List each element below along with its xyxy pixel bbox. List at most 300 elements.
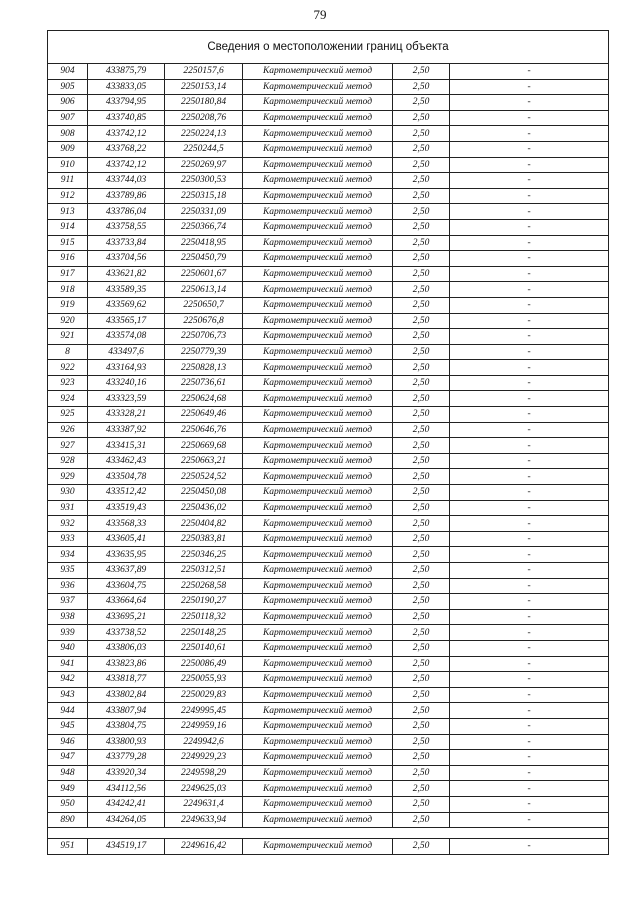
point-number: 945 (48, 718, 88, 734)
point-number: 943 (48, 687, 88, 703)
coordinate-y: 2250676,8 (165, 313, 243, 329)
method: Картометрический метод (243, 266, 393, 282)
coordinate-x: 433565,17 (88, 313, 165, 329)
method: Картометрический метод (243, 173, 393, 189)
coordinate-x: 433604,75 (88, 578, 165, 594)
accuracy: 2,50 (393, 796, 450, 812)
description: - (450, 485, 609, 501)
table-row (48, 375, 609, 391)
method: Картометрический метод (243, 235, 393, 251)
description: - (450, 297, 609, 313)
description: - (450, 500, 609, 516)
description: - (450, 765, 609, 781)
description: - (450, 329, 609, 345)
point-number: 908 (48, 126, 88, 142)
accuracy: 2,50 (393, 219, 450, 235)
point-number: 916 (48, 251, 88, 267)
point-number: 934 (48, 547, 88, 563)
accuracy: 2,50 (393, 703, 450, 719)
point-number: 913 (48, 204, 88, 220)
accuracy: 2,50 (393, 594, 450, 610)
table-row (48, 219, 609, 235)
point-number: 925 (48, 407, 88, 423)
point-number: 924 (48, 391, 88, 407)
method: Картометрический метод (243, 839, 393, 855)
description: - (450, 839, 609, 855)
description: - (450, 251, 609, 267)
method: Картометрический метод (243, 126, 393, 142)
point-number: 912 (48, 188, 88, 204)
coordinate-y: 2250208,76 (165, 110, 243, 126)
accuracy: 2,50 (393, 718, 450, 734)
coordinate-x: 434242,41 (88, 796, 165, 812)
coordinate-y: 2250366,74 (165, 219, 243, 235)
table-row (48, 422, 609, 438)
accuracy: 2,50 (393, 839, 450, 855)
table-row (48, 251, 609, 267)
method: Картометрический метод (243, 547, 393, 563)
accuracy: 2,50 (393, 157, 450, 173)
method: Картометрический метод (243, 531, 393, 547)
description: - (450, 204, 609, 220)
coordinate-x: 433758,55 (88, 219, 165, 235)
coordinate-x: 433164,93 (88, 360, 165, 376)
coordinate-y: 2250404,82 (165, 516, 243, 532)
method: Картометрический метод (243, 157, 393, 173)
table-row (48, 235, 609, 251)
table-row (48, 438, 609, 454)
table-row (48, 765, 609, 781)
coordinate-x: 433789,86 (88, 188, 165, 204)
table-row (48, 750, 609, 766)
accuracy: 2,50 (393, 687, 450, 703)
point-number: 932 (48, 516, 88, 532)
coordinate-x: 433462,43 (88, 453, 165, 469)
accuracy: 2,50 (393, 672, 450, 688)
coordinate-y: 2250450,79 (165, 251, 243, 267)
method: Картометрический метод (243, 500, 393, 516)
point-number: 8 (48, 344, 88, 360)
method: Картометрический метод (243, 578, 393, 594)
table-row (48, 485, 609, 501)
method: Картометрический метод (243, 391, 393, 407)
coordinate-x: 433742,12 (88, 157, 165, 173)
table-row (48, 625, 609, 641)
coordinate-y: 2250524,52 (165, 469, 243, 485)
page-number: 79 (313, 7, 327, 22)
table-row (48, 547, 609, 563)
coordinate-x: 433704,56 (88, 251, 165, 267)
point-number: 942 (48, 672, 88, 688)
table-row (48, 173, 609, 189)
description: - (450, 282, 609, 298)
method: Картометрический метод (243, 95, 393, 111)
description: - (450, 438, 609, 454)
method: Картометрический метод (243, 765, 393, 781)
coordinate-y: 2250300,53 (165, 173, 243, 189)
method: Картометрический метод (243, 204, 393, 220)
description: - (450, 375, 609, 391)
point-number: 920 (48, 313, 88, 329)
accuracy: 2,50 (393, 375, 450, 391)
accuracy: 2,50 (393, 640, 450, 656)
coordinate-y: 2250346,25 (165, 547, 243, 563)
coordinate-y: 2250436,02 (165, 500, 243, 516)
accuracy: 2,50 (393, 531, 450, 547)
coordinate-y: 2250086,49 (165, 656, 243, 672)
coordinate-y: 2250383,81 (165, 531, 243, 547)
coordinate-y: 2250646,76 (165, 422, 243, 438)
coordinate-y: 2250706,73 (165, 329, 243, 345)
coordinate-y: 2250828,13 (165, 360, 243, 376)
table-row (48, 703, 609, 719)
table-row (48, 781, 609, 797)
method: Картометрический метод (243, 438, 393, 454)
coordinate-y: 2250736,61 (165, 375, 243, 391)
table-row (48, 204, 609, 220)
point-number: 906 (48, 95, 88, 111)
coordinate-y: 2250650,7 (165, 297, 243, 313)
point-number: 931 (48, 500, 88, 516)
coordinate-x: 433328,21 (88, 407, 165, 423)
coordinate-x: 433779,28 (88, 750, 165, 766)
table-row (48, 344, 609, 360)
coordinate-x: 433920,34 (88, 765, 165, 781)
point-number: 904 (48, 64, 88, 80)
table-row (48, 407, 609, 423)
coordinate-y: 2250779,39 (165, 344, 243, 360)
accuracy: 2,50 (393, 391, 450, 407)
description: - (450, 703, 609, 719)
coordinate-x: 433742,12 (88, 126, 165, 142)
table-title: Сведения о местоположении границ объекта (48, 31, 609, 64)
description: - (450, 672, 609, 688)
coordinate-x: 433569,62 (88, 297, 165, 313)
method: Картометрический метод (243, 812, 393, 828)
method: Картометрический метод (243, 687, 393, 703)
description: - (450, 531, 609, 547)
method: Картометрический метод (243, 672, 393, 688)
coordinate-x: 433875,79 (88, 64, 165, 80)
coordinate-x: 433733,84 (88, 235, 165, 251)
table-row (48, 656, 609, 672)
description: - (450, 64, 609, 80)
description: - (450, 95, 609, 111)
accuracy: 2,50 (393, 609, 450, 625)
coordinate-y: 2250118,32 (165, 609, 243, 625)
description: - (450, 469, 609, 485)
method: Картометрический метод (243, 516, 393, 532)
description: - (450, 110, 609, 126)
description: - (450, 266, 609, 282)
coordinate-x: 433738,52 (88, 625, 165, 641)
coordinate-y: 2250140,61 (165, 640, 243, 656)
accuracy: 2,50 (393, 485, 450, 501)
coordinate-y: 2250613,14 (165, 282, 243, 298)
method: Картометрический метод (243, 469, 393, 485)
point-number: 922 (48, 360, 88, 376)
table-row (48, 812, 609, 828)
description: - (450, 656, 609, 672)
method: Картометрический метод (243, 594, 393, 610)
point-number: 947 (48, 750, 88, 766)
method: Картометрический метод (243, 297, 393, 313)
table-row (48, 672, 609, 688)
accuracy: 2,50 (393, 516, 450, 532)
coordinate-y: 2250450,08 (165, 485, 243, 501)
coordinate-x: 433415,31 (88, 438, 165, 454)
table-row (48, 79, 609, 95)
table-row (48, 313, 609, 329)
accuracy: 2,50 (393, 578, 450, 594)
method: Картометрический метод (243, 282, 393, 298)
coordinate-x: 433794,95 (88, 95, 165, 111)
coordinate-x: 433786,04 (88, 204, 165, 220)
coordinate-x: 433740,85 (88, 110, 165, 126)
coordinate-y: 2250312,51 (165, 563, 243, 579)
table-row (48, 126, 609, 142)
method: Картометрический метод (243, 422, 393, 438)
accuracy: 2,50 (393, 656, 450, 672)
method: Картометрический метод (243, 219, 393, 235)
coordinate-x: 433802,84 (88, 687, 165, 703)
coordinate-y: 2250224,13 (165, 126, 243, 142)
description: - (450, 734, 609, 750)
coordinate-y: 2250331,09 (165, 204, 243, 220)
description: - (450, 796, 609, 812)
description: - (450, 235, 609, 251)
description: - (450, 173, 609, 189)
table-row (48, 531, 609, 547)
accuracy: 2,50 (393, 251, 450, 267)
coordinate-y: 2250055,93 (165, 672, 243, 688)
coordinate-y: 2250624,68 (165, 391, 243, 407)
coordinate-x: 433637,89 (88, 563, 165, 579)
table-row (48, 796, 609, 812)
point-number: 927 (48, 438, 88, 454)
point-number: 919 (48, 297, 88, 313)
table-row (48, 469, 609, 485)
description: - (450, 407, 609, 423)
accuracy: 2,50 (393, 812, 450, 828)
method: Картометрический метод (243, 344, 393, 360)
table-row (48, 360, 609, 376)
point-number: 921 (48, 329, 88, 345)
accuracy: 2,50 (393, 188, 450, 204)
description: - (450, 453, 609, 469)
method: Картометрический метод (243, 64, 393, 80)
coordinate-x: 433807,94 (88, 703, 165, 719)
coordinate-y: 2250153,14 (165, 79, 243, 95)
description: - (450, 594, 609, 610)
point-number: 890 (48, 812, 88, 828)
description: - (450, 313, 609, 329)
accuracy: 2,50 (393, 235, 450, 251)
method: Картометрический метод (243, 110, 393, 126)
coordinate-x: 433806,03 (88, 640, 165, 656)
coordinate-x: 433664,64 (88, 594, 165, 610)
point-number: 905 (48, 79, 88, 95)
table-row (48, 687, 609, 703)
method: Картометрический метод (243, 796, 393, 812)
coordinate-y: 2250244,5 (165, 141, 243, 157)
coordinate-x: 433800,93 (88, 734, 165, 750)
description: - (450, 141, 609, 157)
method: Картометрический метод (243, 407, 393, 423)
accuracy: 2,50 (393, 79, 450, 95)
point-number: 909 (48, 141, 88, 157)
coordinate-y: 2249598,29 (165, 765, 243, 781)
accuracy: 2,50 (393, 765, 450, 781)
method: Картометрический метод (243, 251, 393, 267)
coordinate-y: 2250029,83 (165, 687, 243, 703)
coordinate-y: 2250669,68 (165, 438, 243, 454)
description: - (450, 563, 609, 579)
accuracy: 2,50 (393, 500, 450, 516)
table-row (48, 609, 609, 625)
coordinate-y: 2249631,4 (165, 796, 243, 812)
point-number: 930 (48, 485, 88, 501)
table-row (48, 839, 609, 855)
boundary-table (47, 30, 609, 855)
table-row (48, 500, 609, 516)
coordinate-x: 434264,05 (88, 812, 165, 828)
table-row (48, 329, 609, 345)
accuracy: 2,50 (393, 734, 450, 750)
accuracy: 2,50 (393, 64, 450, 80)
description: - (450, 126, 609, 142)
coordinate-x: 433833,05 (88, 79, 165, 95)
coordinate-x: 433804,75 (88, 718, 165, 734)
point-number: 910 (48, 157, 88, 173)
accuracy: 2,50 (393, 781, 450, 797)
table-row (48, 563, 609, 579)
method: Картометрический метод (243, 703, 393, 719)
point-number: 946 (48, 734, 88, 750)
coordinate-x: 433635,95 (88, 547, 165, 563)
point-number: 950 (48, 796, 88, 812)
gap-cell (48, 828, 609, 839)
description: - (450, 344, 609, 360)
table-row (48, 640, 609, 656)
accuracy: 2,50 (393, 547, 450, 563)
accuracy: 2,50 (393, 360, 450, 376)
coordinate-x: 433323,59 (88, 391, 165, 407)
accuracy: 2,50 (393, 266, 450, 282)
accuracy: 2,50 (393, 126, 450, 142)
table-row (48, 157, 609, 173)
description: - (450, 188, 609, 204)
gap-row (48, 828, 609, 839)
description: - (450, 781, 609, 797)
description: - (450, 609, 609, 625)
method: Картометрический метод (243, 188, 393, 204)
coordinate-y: 2250315,18 (165, 188, 243, 204)
method: Картометрический метод (243, 640, 393, 656)
method: Картометрический метод (243, 329, 393, 345)
coordinate-x: 433621,82 (88, 266, 165, 282)
description: - (450, 516, 609, 532)
coordinate-x: 433568,33 (88, 516, 165, 532)
method: Картометрический метод (243, 375, 393, 391)
table-row (48, 516, 609, 532)
method: Картометрический метод (243, 718, 393, 734)
accuracy: 2,50 (393, 469, 450, 485)
method: Картометрический метод (243, 313, 393, 329)
accuracy: 2,50 (393, 453, 450, 469)
point-number: 940 (48, 640, 88, 656)
coordinate-y: 2250269,97 (165, 157, 243, 173)
coordinate-x: 434519,17 (88, 839, 165, 855)
point-number: 939 (48, 625, 88, 641)
coordinate-x: 433504,78 (88, 469, 165, 485)
table-row (48, 718, 609, 734)
point-number: 928 (48, 453, 88, 469)
coordinate-x: 433744,03 (88, 173, 165, 189)
accuracy: 2,50 (393, 110, 450, 126)
point-number: 949 (48, 781, 88, 797)
point-number: 935 (48, 563, 88, 579)
point-number: 948 (48, 765, 88, 781)
table-row (48, 141, 609, 157)
table-row (48, 188, 609, 204)
method: Картометрический метод (243, 360, 393, 376)
method: Картометрический метод (243, 781, 393, 797)
description: - (450, 547, 609, 563)
accuracy: 2,50 (393, 313, 450, 329)
coordinate-y: 2249929,23 (165, 750, 243, 766)
coordinate-y: 2250663,21 (165, 453, 243, 469)
point-number: 911 (48, 173, 88, 189)
method: Картометрический метод (243, 79, 393, 95)
description: - (450, 640, 609, 656)
table-row (48, 64, 609, 80)
table-row (48, 282, 609, 298)
table-row (48, 578, 609, 594)
coordinate-y: 2249995,45 (165, 703, 243, 719)
coordinate-y: 2250649,46 (165, 407, 243, 423)
coordinate-y: 2250180,84 (165, 95, 243, 111)
description: - (450, 578, 609, 594)
point-number: 941 (48, 656, 88, 672)
point-number: 938 (48, 609, 88, 625)
point-number: 926 (48, 422, 88, 438)
coordinate-x: 434112,56 (88, 781, 165, 797)
table-row (48, 594, 609, 610)
coordinate-y: 2249942,6 (165, 734, 243, 750)
coordinate-y: 2249625,03 (165, 781, 243, 797)
table-row (48, 453, 609, 469)
description: - (450, 360, 609, 376)
point-number: 951 (48, 839, 88, 855)
accuracy: 2,50 (393, 204, 450, 220)
point-number: 915 (48, 235, 88, 251)
coordinate-y: 2250148,25 (165, 625, 243, 641)
point-number: 923 (48, 375, 88, 391)
description: - (450, 625, 609, 641)
accuracy: 2,50 (393, 422, 450, 438)
point-number: 907 (48, 110, 88, 126)
accuracy: 2,50 (393, 95, 450, 111)
table-row (48, 266, 609, 282)
method: Картометрический метод (243, 656, 393, 672)
table-row (48, 391, 609, 407)
description: - (450, 812, 609, 828)
coordinate-x: 433823,86 (88, 656, 165, 672)
description: - (450, 79, 609, 95)
coordinate-y: 2250418,95 (165, 235, 243, 251)
coordinate-x: 433818,77 (88, 672, 165, 688)
